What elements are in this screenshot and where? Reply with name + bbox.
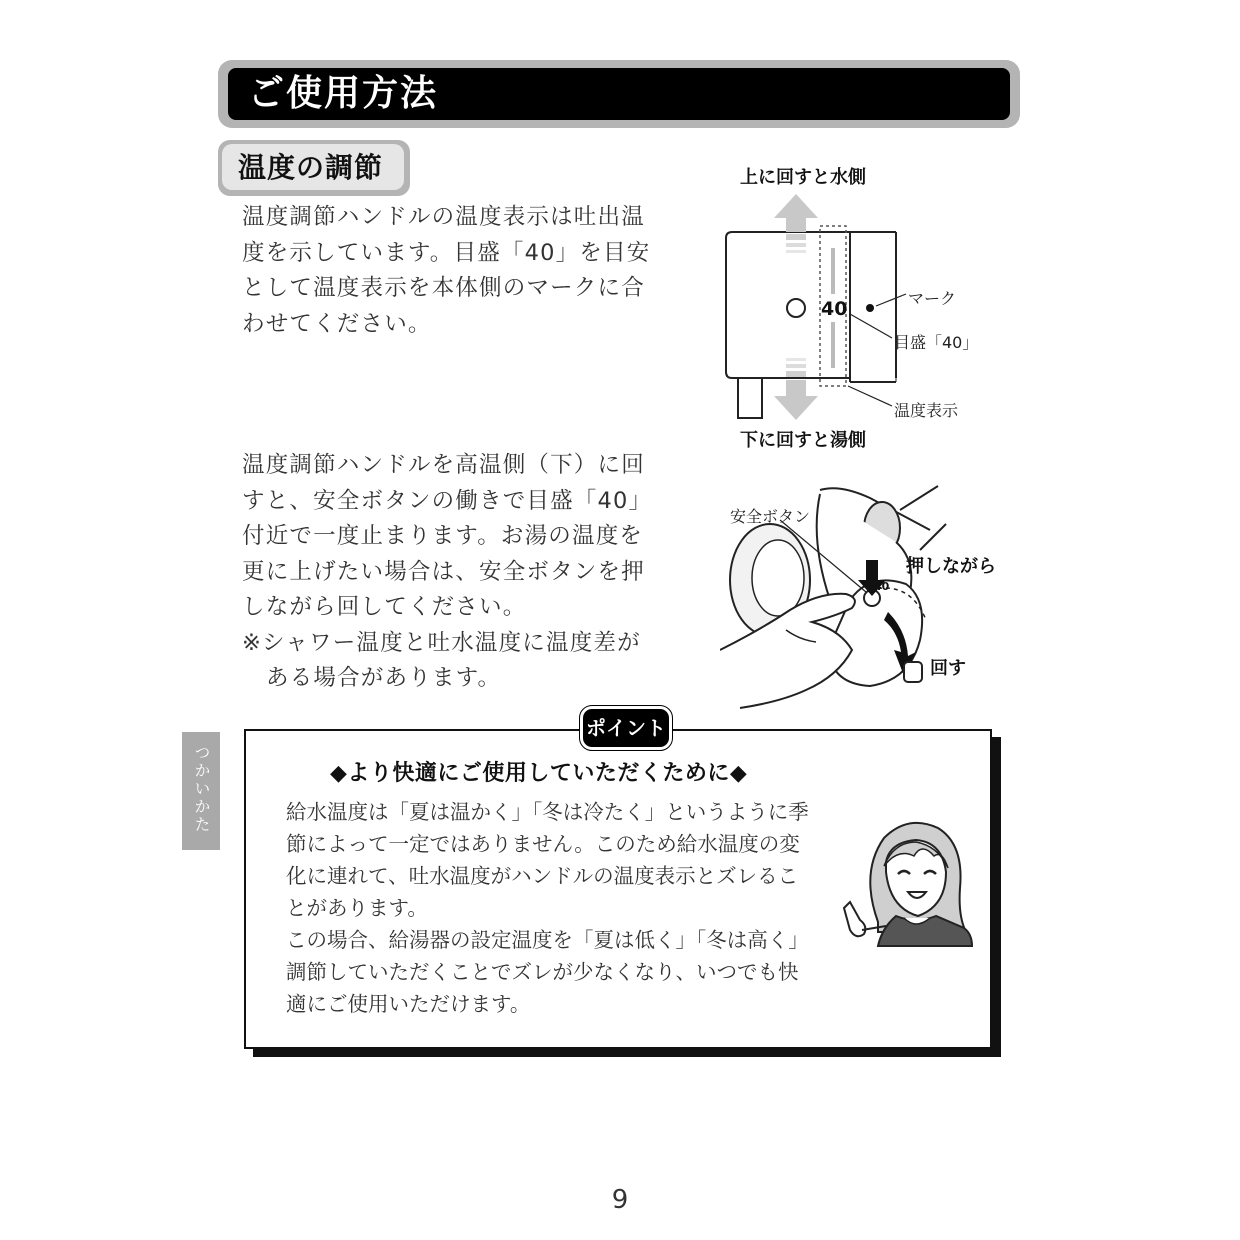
point-body bbox=[286, 796, 809, 1020]
spout-pipe bbox=[738, 378, 762, 418]
display-label: 温度表示 bbox=[894, 401, 959, 420]
point-heading: ◆より快適にご使用していただくために◆ bbox=[330, 761, 748, 786]
point-line: とがあります。 bbox=[286, 896, 428, 920]
pointing-hand-icon bbox=[844, 902, 865, 936]
instruction-line: 付近で一度止まります。お湯の温度を bbox=[242, 523, 644, 549]
handle-knob-icon bbox=[787, 299, 805, 317]
guide-character-illustration bbox=[838, 812, 978, 952]
instruction-line: しながら回してください。 bbox=[242, 594, 527, 620]
point-line: 化に連れて、吐水温度がハンドルの温度表示とズレるこ bbox=[286, 864, 799, 888]
intro-paragraph bbox=[242, 200, 650, 342]
point-line: この場合、給湯器の設定温度を「夏は低く」「冬は高く」 bbox=[286, 928, 809, 952]
mark-label: マーク bbox=[908, 289, 957, 308]
point-line: 適にご使用いただけます。 bbox=[286, 992, 531, 1016]
push-label: 押しながら bbox=[906, 556, 996, 577]
note-line: ※シャワー温度と吐水温度に温度差が bbox=[242, 629, 641, 656]
safety-button-label: 安全ボタン bbox=[730, 507, 811, 526]
intro-line: 度を示しています。目盛「40」を目安 bbox=[242, 239, 651, 266]
instruction-line: すと、安全ボタンの働きで目盛「40」 bbox=[242, 487, 653, 514]
instruction-line: 温度調節ハンドルを高温側（下）に回 bbox=[242, 452, 645, 478]
instruction-line: 更に上げたい場合は、安全ボタンを押 bbox=[242, 558, 645, 585]
section-heading: 温度の調節 bbox=[238, 151, 384, 184]
scale-label: 目盛「40」 bbox=[894, 333, 979, 352]
chapter-side-tab bbox=[182, 732, 220, 850]
arrow-up-icon bbox=[774, 194, 818, 232]
water-side-label: 上に回すと水側 bbox=[740, 167, 866, 188]
point-line: 給水温度は「夏は温かく」「冬は冷たく」というように季 bbox=[286, 800, 809, 824]
instruction-paragraph bbox=[242, 448, 652, 697]
chapter-side-tab-label: つかいかた bbox=[192, 744, 211, 834]
body-mark-icon bbox=[866, 304, 874, 312]
note-line: ある場合があります。 bbox=[266, 665, 502, 691]
section-heading-background bbox=[222, 144, 404, 190]
page-title: ご使用方法 bbox=[248, 73, 439, 114]
point-badge: ポイント bbox=[580, 706, 672, 750]
section-heading-tab bbox=[218, 140, 410, 196]
intro-line: 温度調節ハンドルの温度表示は吐出温 bbox=[242, 204, 645, 230]
page-title-background bbox=[228, 68, 1010, 120]
arrow-down-icon bbox=[774, 380, 818, 420]
intro-line: として温度表示を本体側のマークに合 bbox=[242, 275, 645, 301]
page-title-bar bbox=[218, 60, 1020, 128]
point-line: 調節していただくことでズレが少なくなり、いつでも快 bbox=[286, 960, 799, 984]
page-number: 9 bbox=[611, 1185, 629, 1215]
point-line: 節によって一定ではありません。このため給水温度の変 bbox=[286, 832, 800, 856]
dial-value: 40 bbox=[874, 580, 890, 593]
hot-side-label: 下に回すと湯側 bbox=[740, 430, 866, 451]
handle-diagram bbox=[720, 190, 920, 426]
intro-line: わせてください。 bbox=[242, 310, 432, 337]
scale-value: 40 bbox=[821, 298, 848, 320]
turn-label: 回す bbox=[930, 658, 966, 679]
